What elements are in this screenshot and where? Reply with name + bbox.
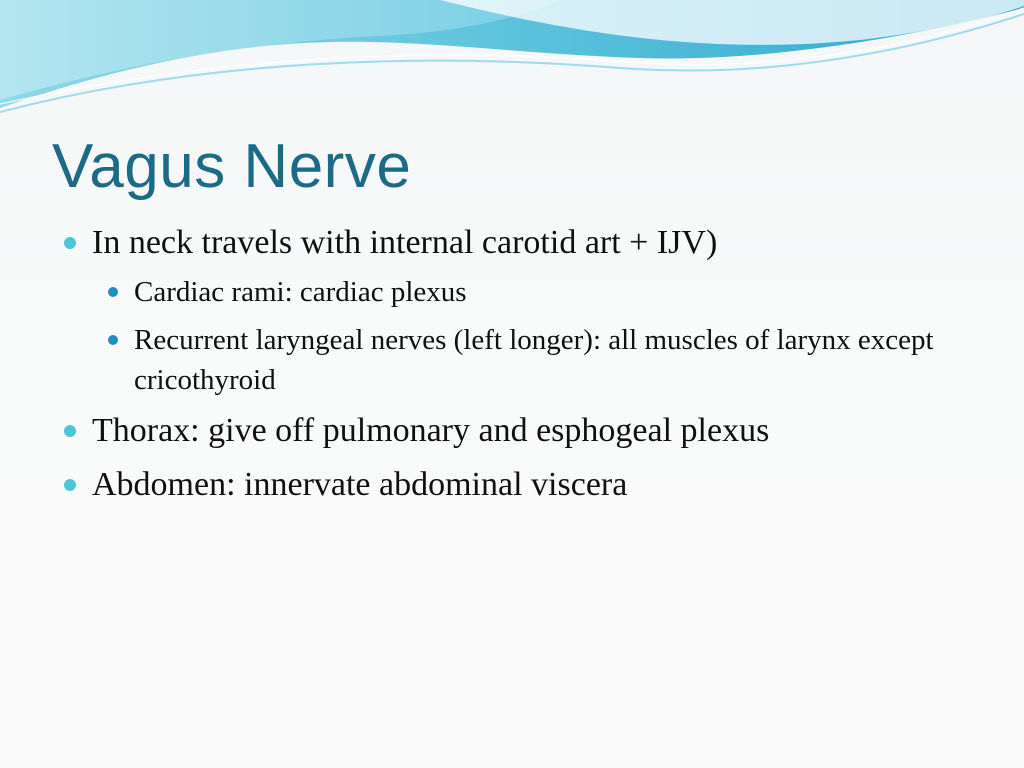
sub-bullet-item-cardiac <box>92 272 962 312</box>
bullet-item-neck <box>62 220 962 400</box>
slide-title: Vagus Nerve <box>52 132 412 201</box>
sub-bullet-text: Recurrent laryngeal nerves (left longer): all muscles of larynx except cricothyroid <box>134 324 934 396</box>
sub-bullet-item-recurrent-laryngeal <box>92 320 962 400</box>
sub-bullet-list <box>92 272 962 400</box>
sub-bullet-dot-icon <box>108 335 118 345</box>
sub-bullet-text: Cardiac rami: cardiac plexus <box>134 276 467 308</box>
bullet-text: In neck travels with internal carotid art + IJV) <box>92 224 718 261</box>
bullet-dot-icon <box>64 479 76 491</box>
bullet-dot-icon <box>64 425 76 437</box>
sub-bullet-dot-icon <box>108 287 118 297</box>
bullet-item-thorax <box>62 408 962 454</box>
bullet-item-abdomen <box>62 462 962 508</box>
bullet-dot-icon <box>64 237 76 249</box>
slide-body <box>62 220 962 516</box>
bullet-list <box>62 220 962 508</box>
header-wave-decoration <box>0 0 1024 120</box>
bullet-text: Abdomen: innervate abdominal viscera <box>92 466 628 503</box>
bullet-text: Thorax: give off pulmonary and esphogeal plexus <box>92 412 770 449</box>
